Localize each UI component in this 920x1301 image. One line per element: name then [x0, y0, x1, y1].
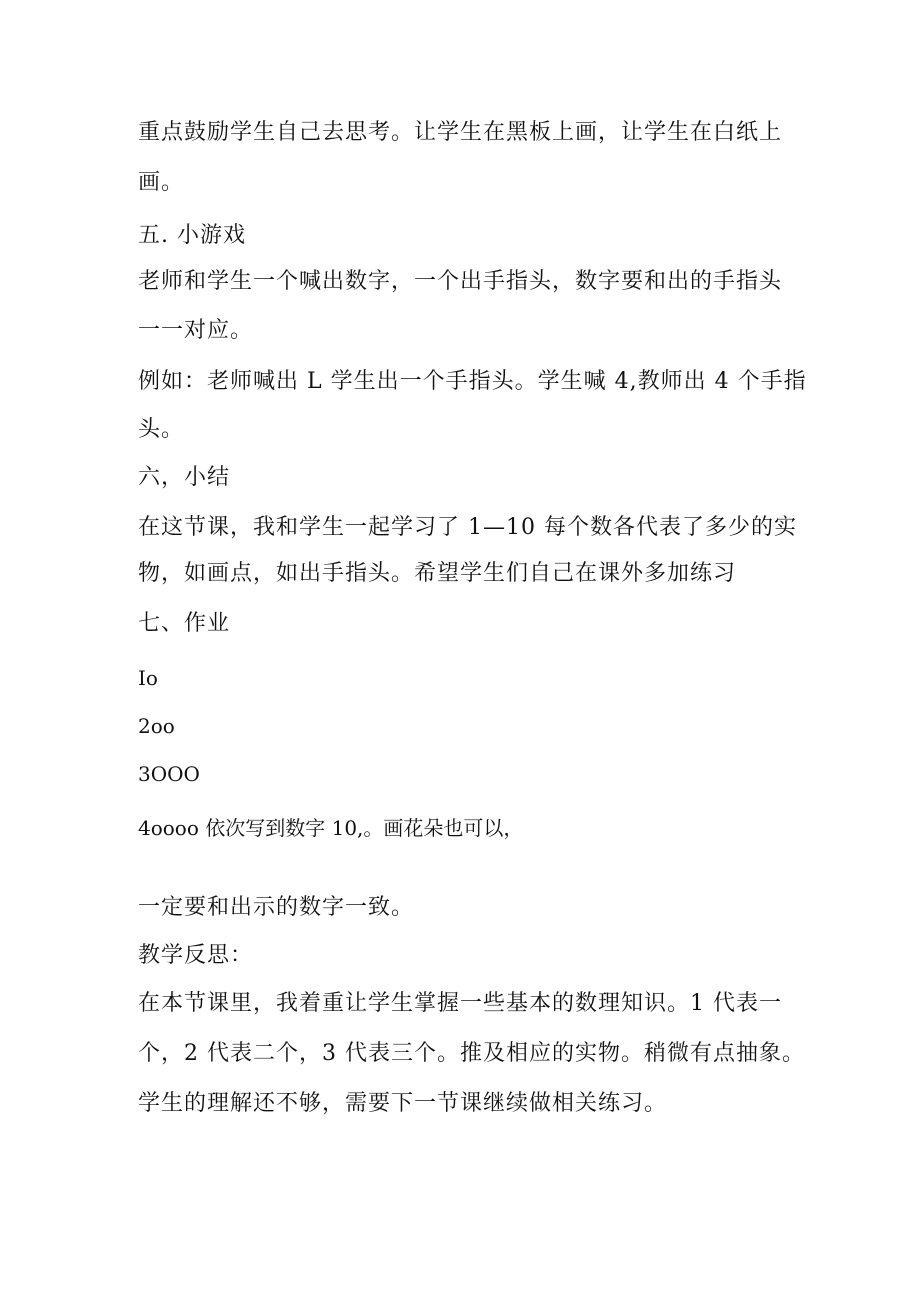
section-heading-reflection: 教学反思： — [138, 943, 254, 968]
section-heading-summary: 六，小结 — [138, 465, 231, 490]
paragraph-line: 老师和学生一个喊出数字，一个出手指头，数字要和出的手指头 — [138, 269, 783, 294]
homework-line: Io — [138, 666, 158, 690]
paragraph-line: 学生的理解还不够，需要下一节课继续做相关练习。 — [138, 1091, 668, 1116]
paragraph-line: 在本节课里，我着重让学生掌握一些基本的数理知识。1 代表一 — [138, 991, 782, 1016]
paragraph-line: 一一对应。 — [138, 318, 254, 343]
paragraph-line: 画。 — [138, 170, 185, 195]
paragraph-line: 物，如画点，如出手指头。希望学生们自己在课外多加练习 — [138, 561, 737, 586]
homework-line: 3OOO — [138, 762, 200, 786]
section-heading-game: 五. 小游戏 — [138, 223, 246, 248]
paragraph-line: 重点鼓励学生自己去思考。让学生在黑板上画，让学生在白纸上 — [138, 120, 783, 145]
paragraph-line: 在这节课，我和学生一起学习了 1—10 每个数各代表了多少的实 — [138, 515, 797, 540]
section-heading-homework: 七、作业 — [138, 611, 231, 636]
paragraph-line: 例如：老师喊出 L 学生出一个手指头。学生喊 4,教师出 4 个手指 — [138, 369, 807, 394]
homework-line: 2oo — [138, 714, 175, 738]
paragraph-line: 一定要和出示的数字一致。 — [138, 895, 415, 920]
paragraph-line: 头。 — [138, 417, 185, 442]
paragraph-line: 个，2 代表二个，3 代表三个。推及相应的实物。稍微有点抽象。 — [138, 1041, 805, 1066]
homework-line: 4oooo 依次写到数字 10,。画花朵也可以， — [138, 816, 524, 840]
